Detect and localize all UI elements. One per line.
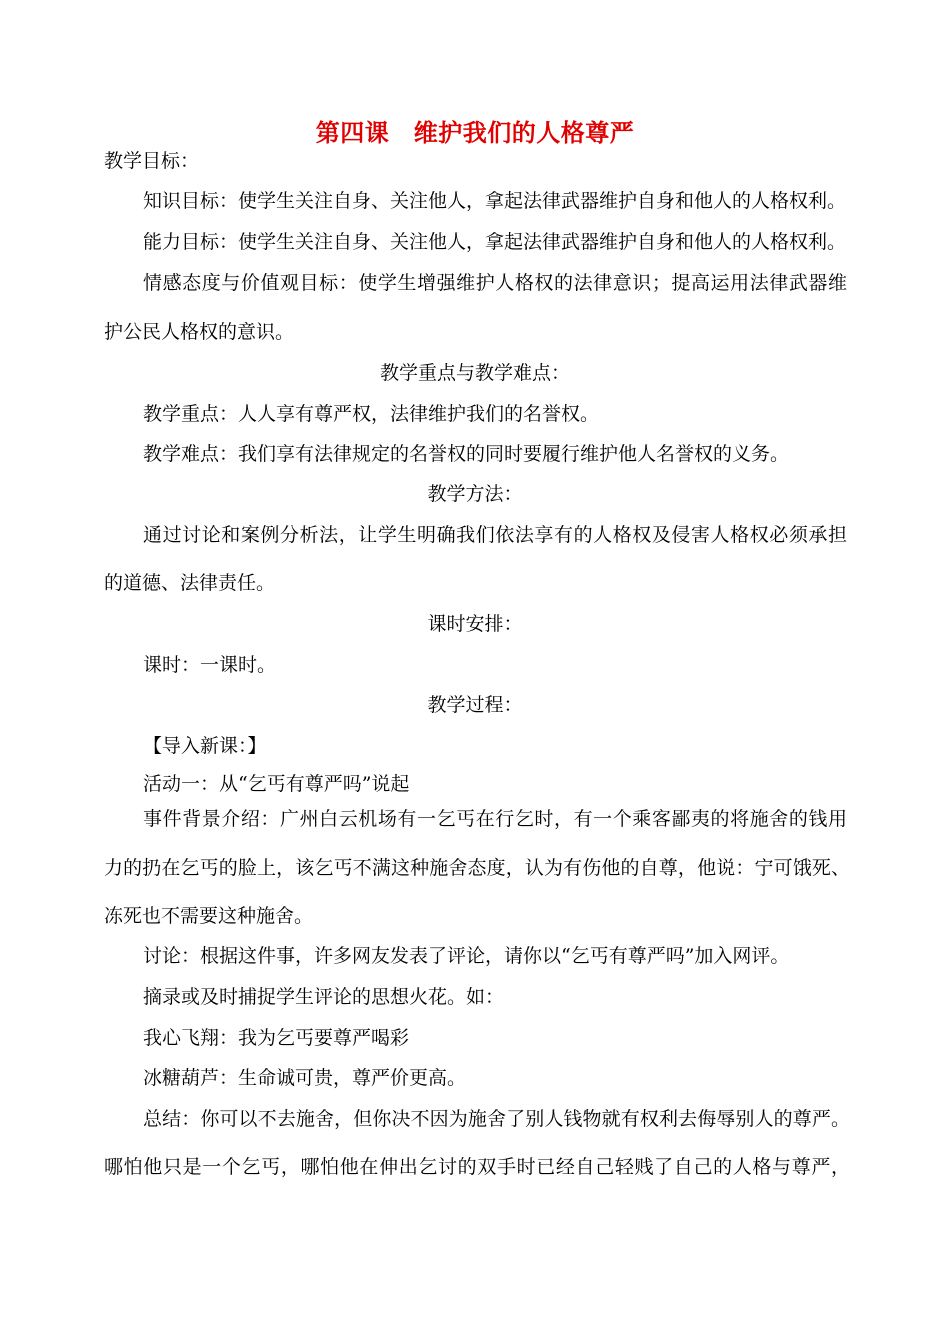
method-heading: 教学方法： — [427, 483, 523, 505]
difficult-point: 教学难点：我们享有法律规定的名誉权的同时要履行维护他人名誉权的义务。 — [143, 443, 790, 465]
page-title: 第四课 维护我们的人格尊严 — [315, 118, 635, 147]
method-line2: 的道德、法律责任。 — [104, 572, 276, 594]
intro-heading: 【导入新课：】 — [143, 735, 267, 757]
ability-objective: 能力目标：使学生关注自身、关注他人，拿起法律武器维护自身和他人的人格权利。 — [143, 231, 847, 253]
emotion-objective-line2: 护公民人格权的意识。 — [104, 321, 295, 343]
discussion-prompt: 讨论：根据这件事，许多网友发表了评论，请你以“乞丐有尊严吗”加入网评。 — [143, 945, 790, 967]
excerpt-note: 摘录或及时捕捉学生评论的思想火花。如： — [143, 986, 505, 1008]
key-points-heading: 教学重点与教学难点： — [379, 362, 570, 384]
schedule-heading: 课时安排： — [427, 613, 523, 635]
objectives-heading: 教学目标： — [104, 150, 200, 172]
background-line2: 力的扔在乞丐的脸上，该乞丐不满这种施舍态度，认为有伤他的自尊，他说：宁可饿死、 — [104, 857, 850, 879]
emotion-objective-line1: 情感态度与价值观目标：使学生增强维护人格权的法律意识；提高运用法律武器维 — [143, 272, 847, 294]
activity-one: 活动一：从“乞丐有尊严吗”说起 — [143, 773, 410, 795]
student-comment-1: 我心飞翔：我为乞丐要尊严喝彩 — [143, 1027, 410, 1049]
knowledge-objective: 知识目标：使学生关注自身、关注他人，拿起法律武器维护自身和他人的人格权利。 — [143, 190, 847, 212]
schedule-text: 课时：一课时。 — [143, 654, 277, 676]
summary-line2: 哪怕他只是一个乞丐，哪怕他在伸出乞讨的双手时已经自己轻贱了自己的人格与尊严， — [104, 1156, 850, 1178]
background-line3: 冻死也不需要这种施舍。 — [104, 905, 314, 927]
method-line1: 通过讨论和案例分析法，让学生明确我们依法享有的人格权及侵害人格权必须承担 — [143, 524, 847, 546]
student-comment-2: 冰糖葫芦：生命诚可贵，尊严价更高。 — [143, 1067, 467, 1089]
process-heading: 教学过程： — [427, 694, 523, 716]
background-line1: 事件背景介绍：广州白云机场有一乞丐在行乞时，有一个乘客鄙夷的将施舍的钱用 — [143, 808, 847, 830]
key-point: 教学重点：人人享有尊严权，法律维护我们的名誉权。 — [143, 403, 600, 425]
summary-line1: 总结：你可以不去施舍，但你决不因为施舍了别人钱物就有权利去侮辱别人的尊严。 — [143, 1108, 850, 1130]
